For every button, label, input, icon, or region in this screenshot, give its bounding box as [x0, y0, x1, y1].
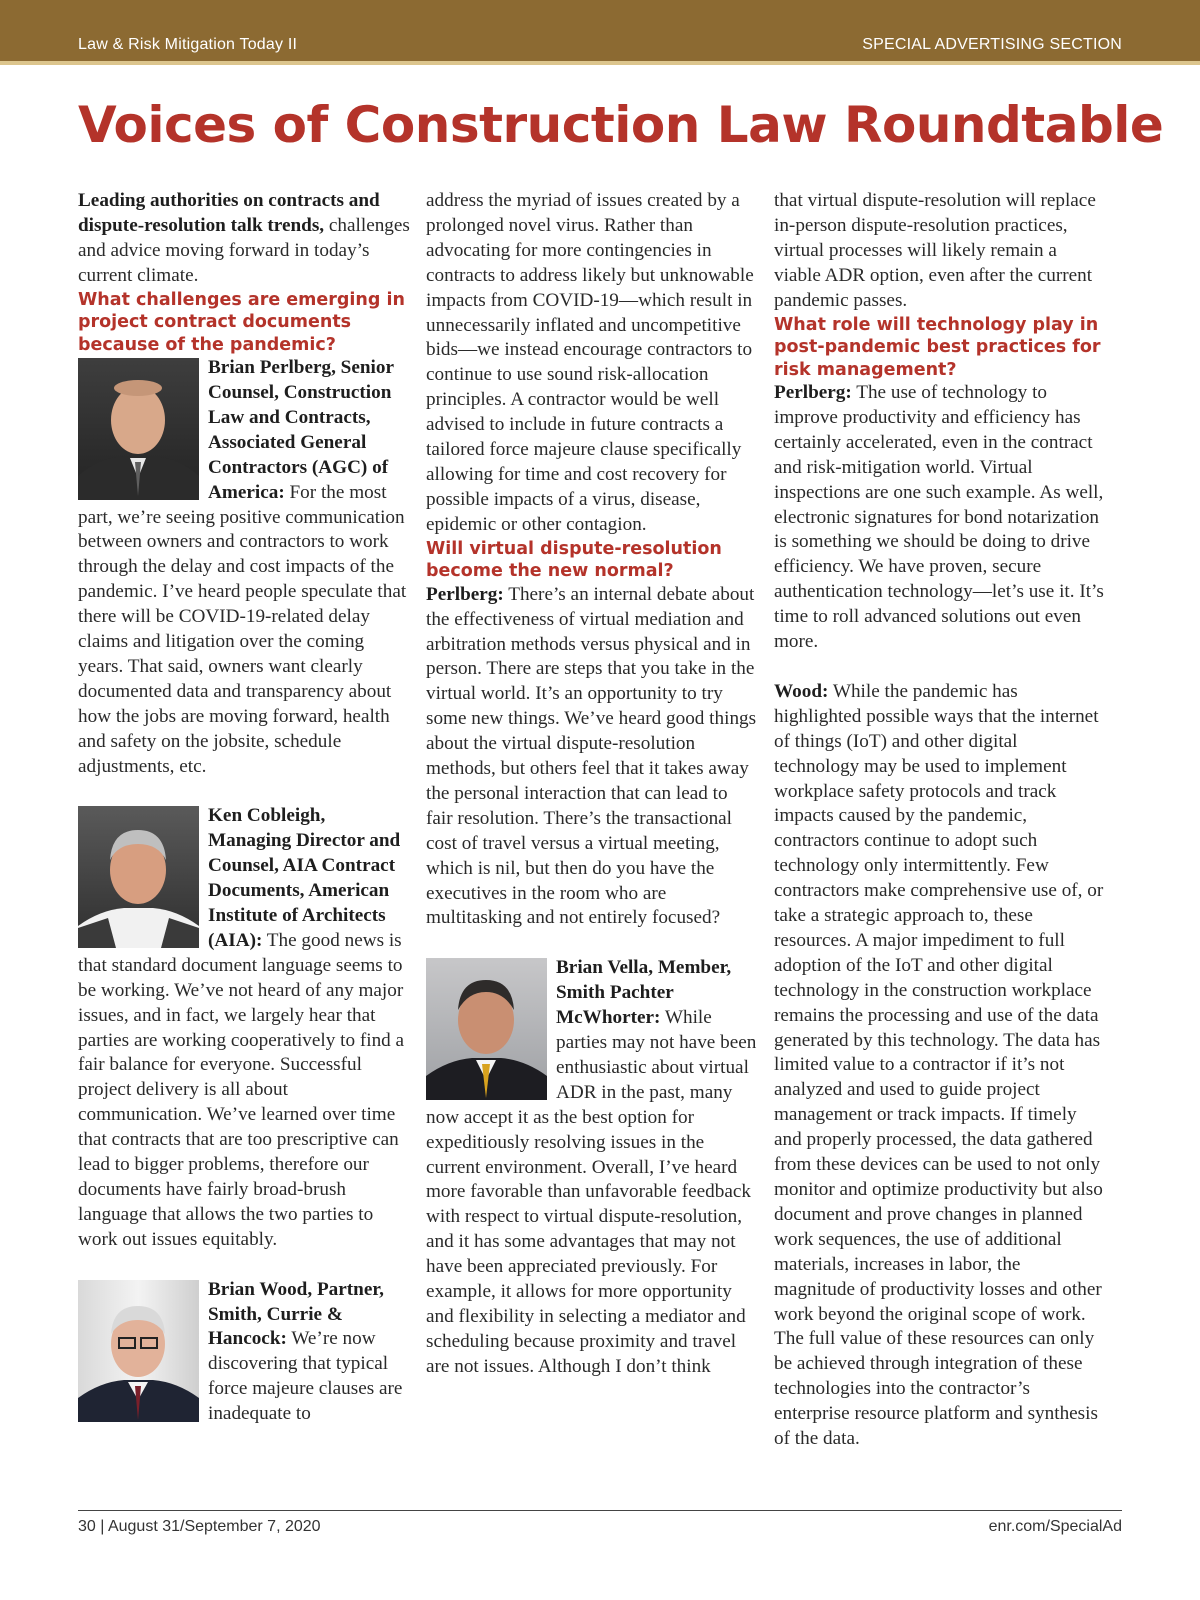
perlberg-q3-answer: The use of technology to improve productivity and efficiency has certainly accelerated, even in the contract and risk-mitigation world. Virtual inspections are one such example. As well, electronic signatures for bond notarization is something we should be doing to drive efficiency. We have proven, secure authentication technology—let’s use it. It’s time to roll advanced solutions out even more.	[774, 382, 1104, 653]
section-label: SPECIAL ADVERTISING SECTION	[862, 36, 1122, 53]
perlberg-q2-block	[426, 583, 758, 932]
cobleigh-photo	[78, 806, 199, 948]
header-bar	[0, 0, 1200, 65]
spacer	[78, 1253, 410, 1278]
intro-lead: Leading authorities on contracts and dispute-resolution talk trends,	[78, 190, 380, 236]
wood-q3-label: Wood:	[774, 680, 829, 702]
wood-name: Brian Wood, Partner, Smith, Currie & Hancock:	[208, 1278, 384, 1350]
wood-answer: We’re now discovering that typical force majeure clauses are inadequate to	[208, 1328, 403, 1425]
spacer	[774, 655, 1106, 680]
column-2	[426, 189, 758, 1380]
footer-url: enr.com/SpecialAd	[988, 1518, 1122, 1535]
column-3	[774, 189, 1106, 1452]
perlberg-q3-label: Perlberg:	[774, 382, 852, 404]
vella-photo	[426, 958, 547, 1100]
wood-photo	[78, 1280, 199, 1422]
vella-answer-continued: that virtual dispute-resolution will replace in-person dispute-resolution practices, virtual processes will likely remain a viable ADR option, even after the current pandemic passes.	[774, 190, 1096, 311]
question-1-heading: What challenges are emerging in project contract documents because of the pandemic?	[78, 289, 405, 355]
publication-name: Law & Risk Mitigation Today II	[78, 36, 298, 53]
cobleigh-answer-block	[78, 804, 410, 1252]
question-3-heading: What role will technology play in post-pandemic best practices for risk management?	[774, 314, 1101, 380]
perlberg-q2-label: Perlberg:	[426, 583, 504, 605]
page-title: Voices of Construction Law Roundtable	[78, 96, 1164, 154]
perlberg-q2-answer: There’s an internal debate about the effectiveness of virtual mediation and arbitration methods versus physical and in person. There are steps that you take in the virtual world. It’s an opportunity to try some new things. We’ve heard good things about the virtual dispute-resolution methods, but others feel that it takes away the personal interaction that can lead to fair resolution. There’s the transactional cost of travel versus a virtual meeting, which is nil, but then do you have the executives in the room who are multitasking and not entirely focused?	[426, 583, 757, 929]
column-1	[78, 189, 410, 1427]
intro-rest: challenges and advice moving forward in today’s current climate.	[78, 214, 410, 286]
cobleigh-name: Ken Cobleigh, Managing Director and Counsel, AIA Contract Documents, American Institute of Architects (AIA):	[208, 805, 401, 951]
wood-answer-block	[78, 1278, 410, 1427]
perlberg-answer: For the most part, we’re seeing positive communication between owners and contractors to work through the delay and cost impacts of the pandemic. I’ve heard people speculate that there will be COVID-19-related delay claims and litigation over the coming years. That said, owners want clearly documented data and transparency about how the jobs are moving forward, health and safety on the jobsite, schedule adjustments, etc.	[78, 481, 407, 777]
wood-q3-answer: While the pandemic has highlighted possible ways that the internet of things (IoT) and other digital technology may be used to implement workplace safety protocols and track impacts caused by the pandemic, contractors continue to adopt such technology only intermittently. Few contractors make comprehensive use of, or take a strategic approach to, these resources. A major impediment to full adoption of the IoT and other digital technology in the construction workplace remains the processing and use of the data generated by this technology. The data has limited value to a contractor if it’s not analyzed and used to guide project management or track impacts. If timely and properly processed, the data gathered from these devices can be used to not only monitor and optimize productivity but also document and prove changes in planned work sequences, the use of additional materials, increases in labor, the magnitude of productivity losses and other work beyond the original scope of work. The full value of these resources can only be achieved through integration of these technologies into the contractor’s enterprise resource platform and synthesis of the data.	[774, 680, 1104, 1450]
question-2-heading: Will virtual dispute-resolution become the new normal?	[426, 538, 722, 582]
perlberg-q3-block	[774, 381, 1106, 655]
cobleigh-answer: The good news is that standard document language seems to be working. We’ve not heard of any major issues, and in fact, we largely hear that parties are working cooperatively to find a fair balance for everyone. Successful project delivery is all about communication. We’ve learned over time that contracts that are too prescriptive can lead to bigger problems, therefore our documents have fairly broad-brush language that allows the two parties to work out issues equitably.	[78, 929, 405, 1250]
footer-divider	[78, 1510, 1122, 1511]
vella-answer-block	[426, 956, 758, 1379]
intro-paragraph	[78, 189, 410, 289]
wood-q3-block	[774, 680, 1106, 1452]
wood-answer-continued: address the myriad of issues created by a prolonged novel virus. Rather than advocating for more contingencies in contracts to address likely but unknowable impacts from COVID-19—which result in unnecessarily inflated and uncompetitive bids—we instead encourage contractors to continue to use sound risk-allocation principles. A contractor would be well advised to include in future contracts a tailored force majeure clause specifically allowing for time and cost recovery for possible impacts of a virus, disease, epidemic or other contagion.	[426, 190, 754, 535]
vella-answer: While parties may not have been enthusiastic about virtual ADR in the past, many now accept it as the best option for expeditiously resolving issues in the current environment. Overall, I’ve heard more favorable than unfavorable feedback with respect to virtual dispute-resolution, and it has some advantages that may not have been appreciated previously. For example, it allows for more opportunity and flexibility in selecting a mediator and scheduling because proximity and travel are not issues. Although I don’t think	[426, 1007, 757, 1377]
footer-page-info: 30 | August 31/September 7, 2020	[78, 1518, 321, 1535]
spacer	[78, 780, 410, 805]
perlberg-photo	[78, 358, 199, 500]
spacer	[426, 931, 758, 956]
vella-name: Brian Vella, Member, Smith Pachter McWhorter:	[556, 957, 732, 1029]
perlberg-name: Brian Perlberg, Senior Counsel, Construction Law and Contracts, Associated General Contractors (AGC) of America:	[208, 357, 394, 503]
perlberg-answer-block	[78, 356, 410, 779]
